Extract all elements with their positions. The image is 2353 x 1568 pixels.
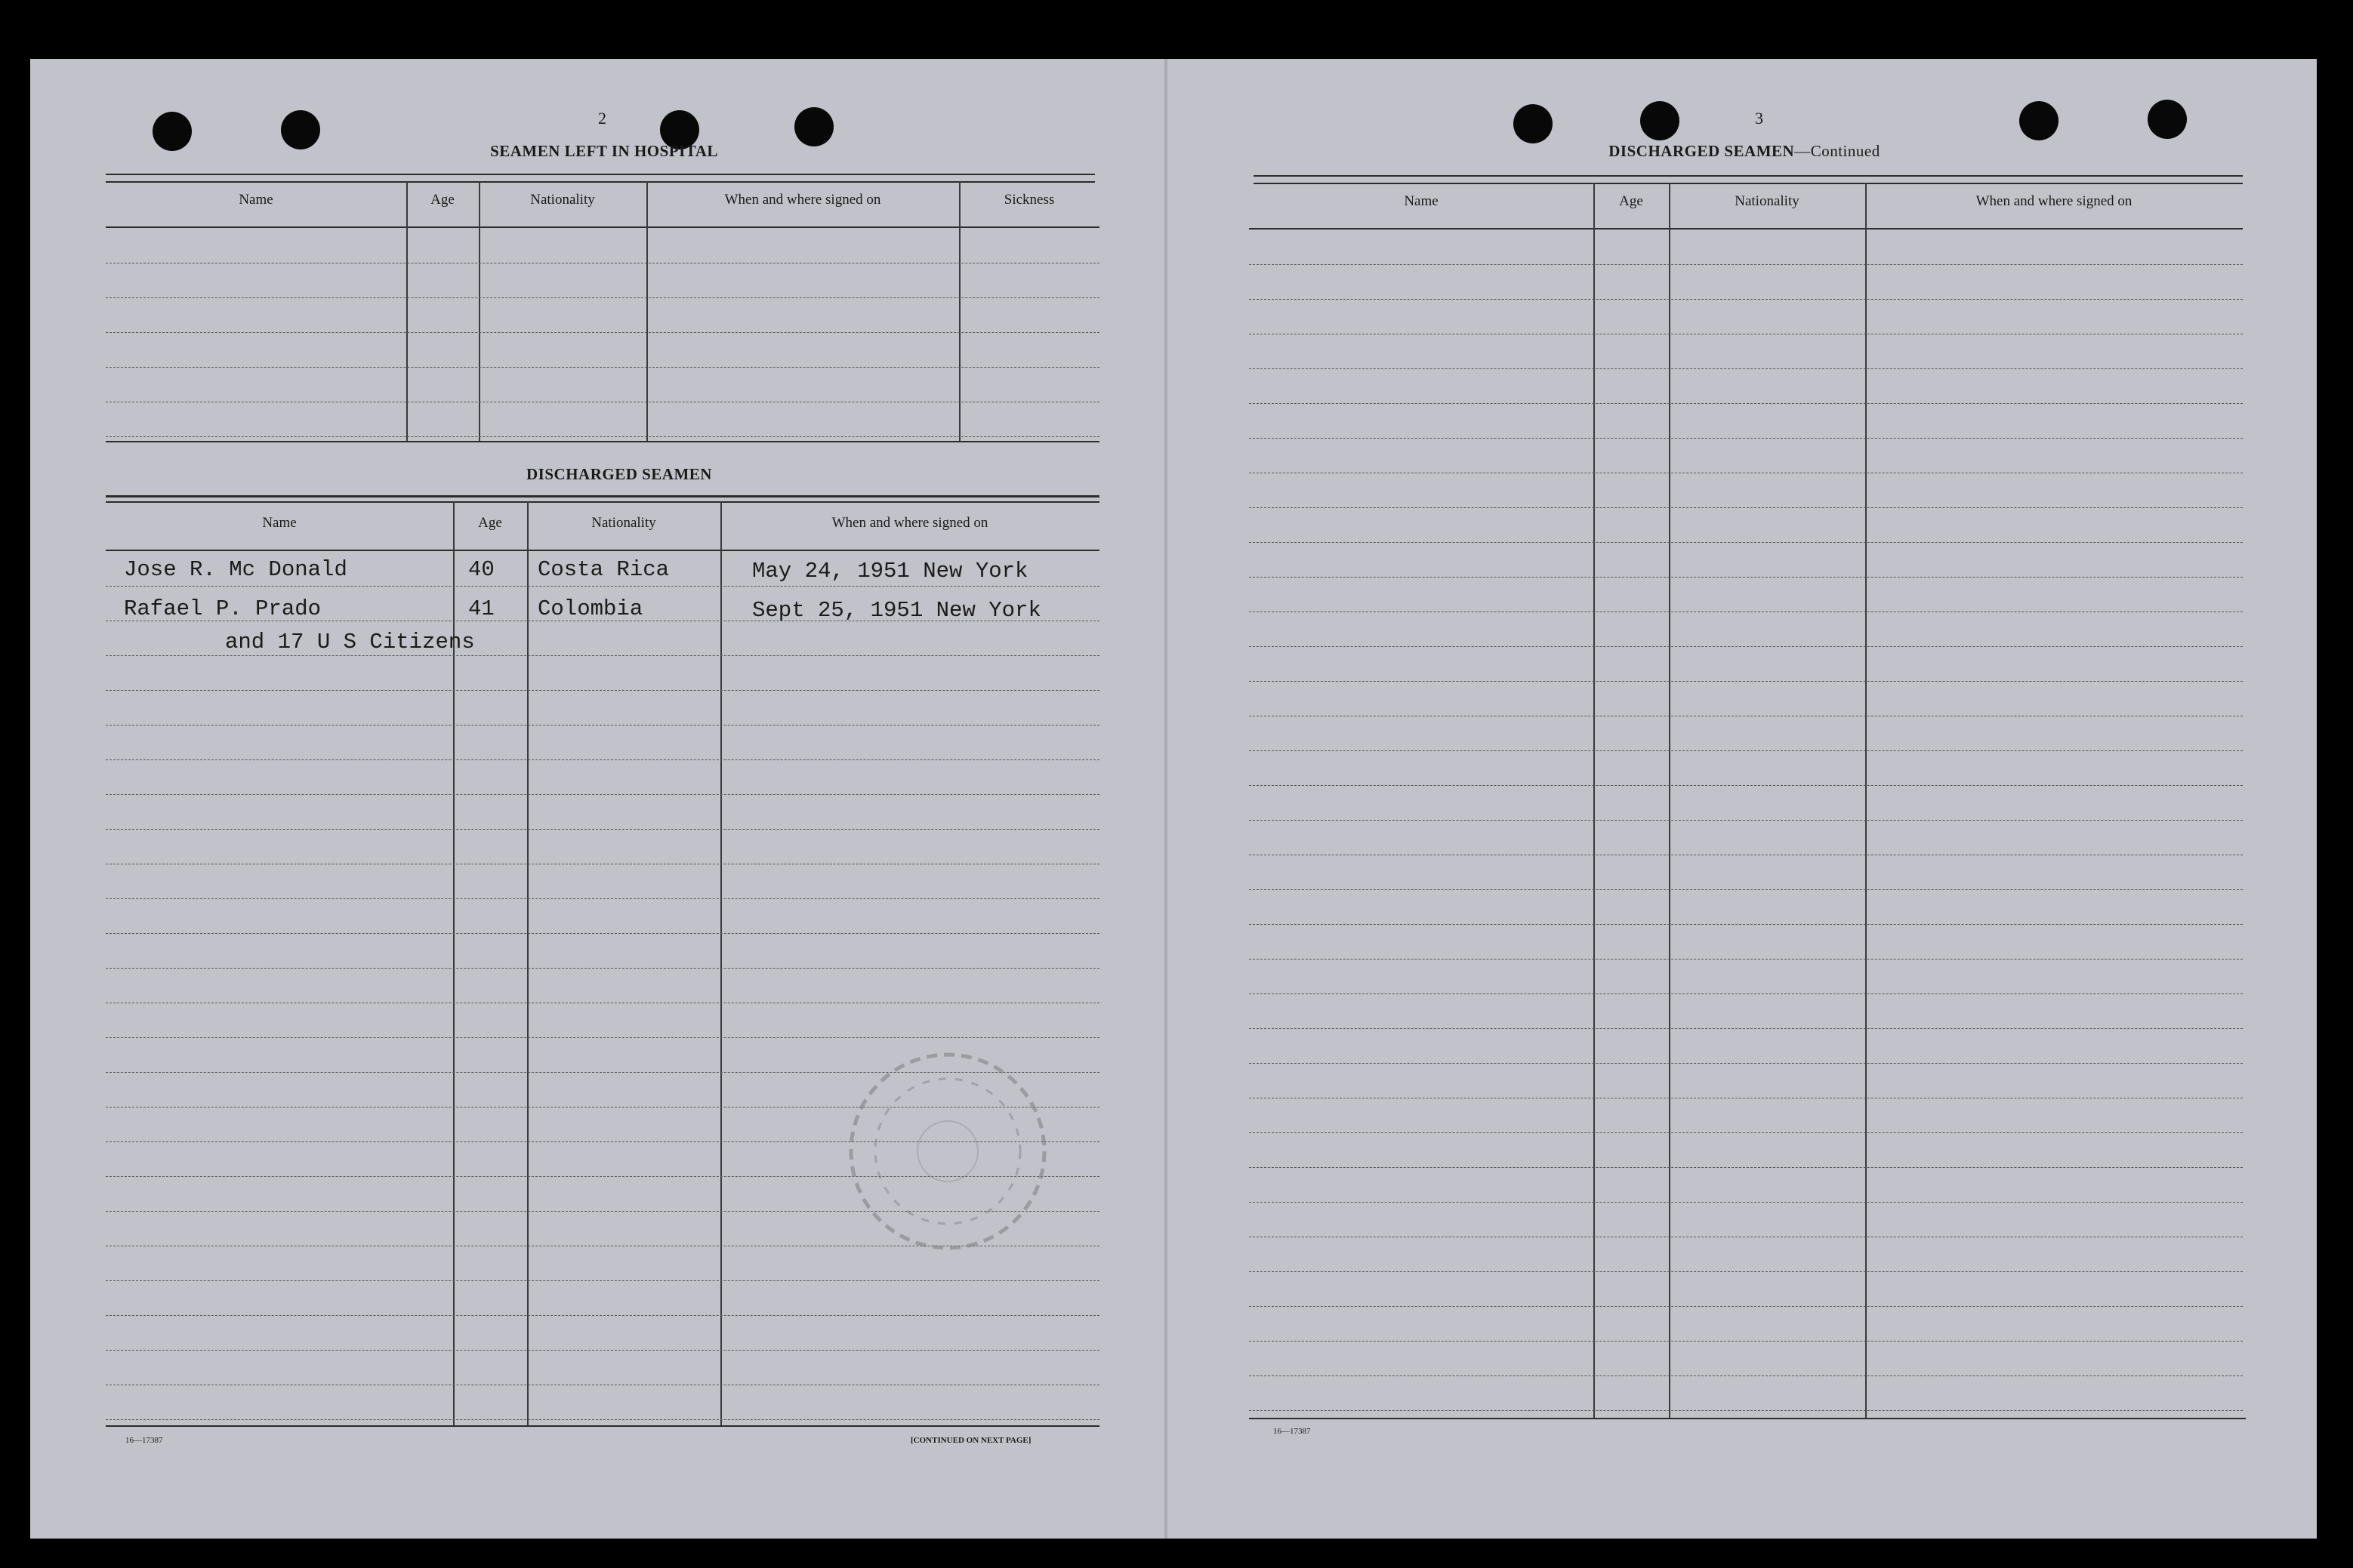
- hospital-header-rule: [106, 174, 1095, 175]
- binder-hole: [1640, 101, 1679, 140]
- ruled-line: [1249, 611, 2243, 612]
- binder-hole: [794, 107, 834, 146]
- discharged-header-rule: [106, 501, 1099, 503]
- right-subheader-rule: [1249, 228, 2243, 230]
- ruled-line: [1249, 959, 2243, 960]
- right-title-suffix: —Continued: [1794, 142, 1880, 160]
- seaman-age: 41: [468, 596, 495, 621]
- right-title-main: DISCHARGED SEAMEN: [1608, 142, 1795, 160]
- right-col-age: Age: [1619, 193, 1643, 209]
- ruled-line: [1249, 438, 2243, 439]
- ruled-line: [106, 655, 1099, 656]
- binder-hole: [2019, 101, 2058, 140]
- continued-note: [CONTINUED ON NEXT PAGE]: [911, 1436, 1032, 1445]
- hospital-col-nationality: Nationality: [530, 192, 595, 208]
- ruled-line: [1249, 577, 2243, 578]
- ruled-line: [1249, 1028, 2243, 1029]
- discharged-col-age: Age: [478, 515, 502, 531]
- hospital-section-title: SEAMEN LEFT IN HOSPITAL: [490, 142, 718, 160]
- binder-hole: [281, 110, 320, 149]
- seaman-name: Jose R. Mc Donald: [124, 557, 347, 582]
- ruled-line: [1249, 1341, 2243, 1342]
- seaman-name: Rafael P. Prado: [124, 596, 322, 621]
- discharged-section-title: DISCHARGED SEAMEN: [526, 465, 712, 483]
- hospital-col-sickness: Sickness: [1004, 192, 1055, 208]
- ruled-line: [1249, 1063, 2243, 1064]
- right-col-nationality: Nationality: [1735, 193, 1799, 209]
- hospital-bottom-rule: [106, 441, 1099, 442]
- ruled-line: [1249, 924, 2243, 925]
- ruled-line: [1249, 1375, 2243, 1376]
- ruled-line: [106, 1350, 1099, 1351]
- ruled-line: [1249, 403, 2243, 404]
- discharged-col-divider: [720, 501, 722, 1425]
- page-fold: [1164, 59, 1167, 1539]
- ruled-line: [1249, 1167, 2243, 1168]
- binder-hole: [2148, 100, 2187, 139]
- ruled-line: [106, 794, 1099, 795]
- page-number-left: 2: [598, 109, 606, 128]
- ruled-line: [106, 1280, 1099, 1281]
- right-bottom-rule: [1249, 1418, 2246, 1419]
- ruled-line: [1249, 1202, 2243, 1203]
- ruled-line: [106, 690, 1099, 691]
- ruled-line: [106, 898, 1099, 899]
- discharged-col-divider: [527, 501, 529, 1425]
- discharged-header-rule: [106, 495, 1099, 498]
- seaman-nationality: Colombia: [538, 596, 643, 621]
- ruled-line: [1249, 646, 2243, 647]
- citizens-note: and 17 U S Citizens: [225, 630, 475, 655]
- right-col-name: Name: [1404, 193, 1439, 209]
- ruled-line: [106, 933, 1099, 934]
- binder-hole: [153, 112, 192, 151]
- seaman-signed-on: May 24, 1951 New York: [752, 559, 1028, 584]
- right-header-rule: [1254, 175, 2243, 177]
- ruled-line: [106, 1419, 1099, 1420]
- binder-hole: [1513, 104, 1553, 143]
- ruled-line: [1249, 368, 2243, 369]
- ruled-line: [106, 829, 1099, 830]
- ruled-line: [1249, 785, 2243, 786]
- page-number-right: 3: [1755, 109, 1763, 128]
- hospital-col-signed-on: When and where signed on: [724, 192, 881, 208]
- hospital-col-name: Name: [239, 192, 273, 208]
- hospital-subheader-rule: [106, 226, 1099, 228]
- right-header-rule: [1254, 183, 2243, 184]
- ruled-line: [1249, 507, 2243, 508]
- ruled-line: [106, 586, 1099, 587]
- ruled-line: [1249, 889, 2243, 890]
- ruled-line: [1249, 820, 2243, 821]
- ruled-line: [1249, 1306, 2243, 1307]
- right-col-signed-on: When and where signed on: [1975, 193, 2133, 209]
- hospital-col-age: Age: [430, 192, 455, 208]
- ruled-line: [1249, 750, 2243, 751]
- faded-stamp: [838, 1042, 1057, 1261]
- seaman-nationality: Costa Rica: [538, 557, 670, 582]
- ruled-line: [106, 367, 1099, 368]
- seaman-age: 40: [468, 557, 495, 582]
- ruled-line: [1249, 993, 2243, 994]
- discharged-col-nationality: Nationality: [591, 515, 656, 531]
- ruled-line: [106, 297, 1099, 298]
- ruled-line: [1249, 1410, 2243, 1411]
- ruled-line: [1249, 1271, 2243, 1272]
- ruled-line: [106, 436, 1099, 437]
- form-number-left: 16—17387: [125, 1436, 163, 1445]
- discharged-col-signed-on: When and where signed on: [831, 515, 988, 531]
- ruled-line: [1249, 299, 2243, 300]
- ruled-line: [106, 759, 1099, 760]
- ruled-line: [106, 1037, 1099, 1038]
- discharged-subheader-rule: [106, 550, 1099, 551]
- right-section-title: [1548, 142, 1941, 161]
- ruled-line: [1249, 681, 2243, 682]
- ruled-line: [106, 1315, 1099, 1316]
- ruled-line: [1249, 1132, 2243, 1133]
- ruled-line: [106, 332, 1099, 333]
- discharged-bottom-rule: [106, 1425, 1099, 1427]
- document-sheet: [30, 59, 2317, 1539]
- seaman-signed-on: Sept 25, 1951 New York: [752, 598, 1041, 623]
- hospital-header-rule: [106, 181, 1095, 183]
- ruled-line: [106, 968, 1099, 969]
- discharged-col-name: Name: [262, 515, 297, 531]
- ruled-line: [1249, 264, 2243, 265]
- form-number-right: 16—17387: [1273, 1427, 1311, 1436]
- ruled-line: [1249, 542, 2243, 543]
